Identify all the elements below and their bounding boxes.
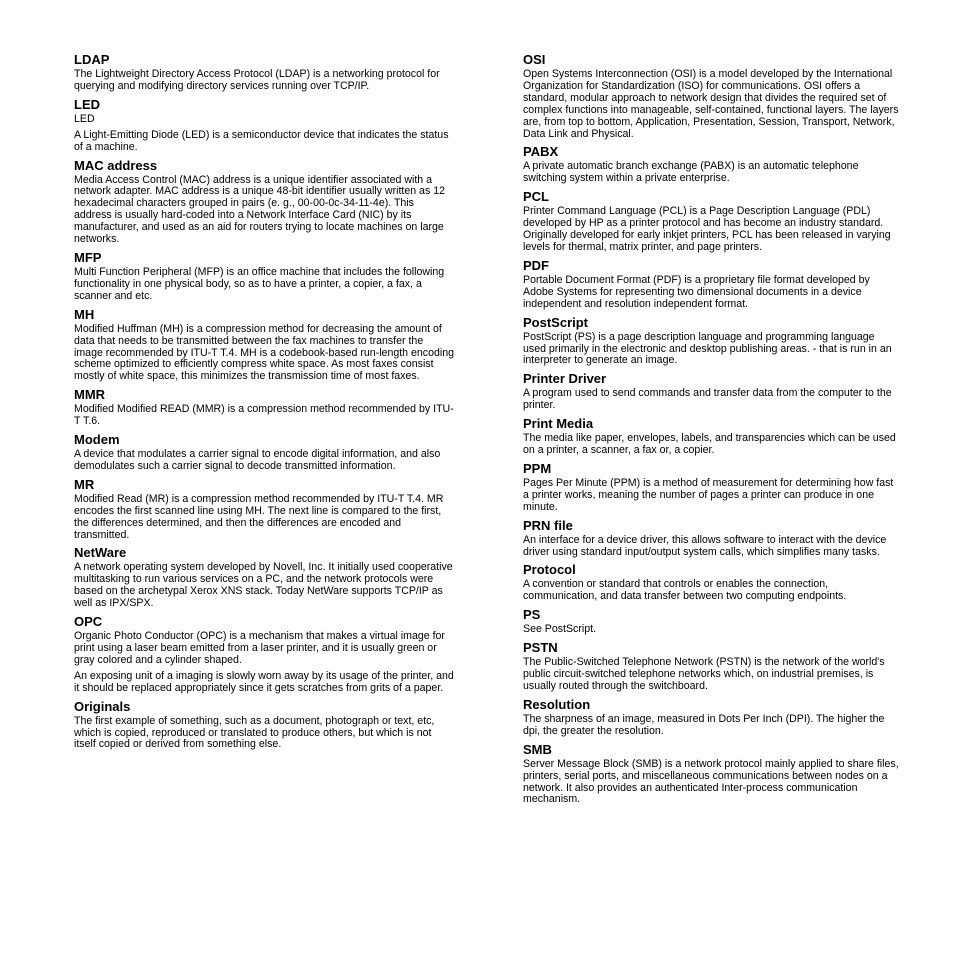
glossary-entry-mac-address	[74, 158, 454, 246]
glossary-term: OSI	[523, 52, 546, 67]
glossary-term: PABX	[523, 144, 559, 160]
glossary-definition: Modified Read (MR) is a compression method recommended by ITU-T T.4. MR encodes the first scanned line using MH. The next line is compared to the first, the differences determined, and then the differences are encoded and transmitted.	[74, 492, 444, 541]
glossary-definition: Multi Function Peripheral (MFP) is an office machine that includes the following functionality in one physical body, so as to have a printer, a copier, a fax, a scanner and etc.	[74, 265, 445, 302]
glossary-entry-ps	[523, 607, 899, 636]
glossary-entry-netware	[74, 545, 454, 610]
glossary-definition: An interface for a device driver, this allows software to interact with the device driver using standard input/output system calls, which simplifies many tasks.	[523, 533, 887, 558]
glossary-entry-modem	[74, 432, 454, 473]
glossary-term: SMB	[523, 741, 552, 757]
glossary-definition: The media like paper, envelopes, labels, and transparencies which can be used on a printer, a scanner, a fax or, a copier.	[523, 432, 896, 457]
glossary-entry-pabx	[523, 144, 899, 185]
glossary-definition: Organic Photo Conductor (OPC) is a mechanism that makes a virtual image for print using a laser beam emitted from a laser printer, and it is usually green or gray colored and a cylinder shaped.	[74, 630, 445, 666]
glossary-definition: A convention or standard that controls or enables the connection, communication, and data transfer between two computing endpoints.	[523, 578, 847, 603]
glossary-term: Printer Driver	[523, 371, 607, 387]
glossary-term: Print Media	[523, 416, 594, 432]
glossary-definition: A device that modulates a carrier signal to encode digital information, and also demodulates such a carrier signal to decode transmitted information.	[74, 448, 441, 472]
glossary-left-column	[74, 52, 454, 755]
glossary-definition: The sharpness of an image, measured in Dots Per Inch (DPI). The higher the dpi, the greater the resolution.	[523, 712, 885, 737]
glossary-term: PDF	[523, 257, 549, 273]
glossary-entry-protocol	[523, 562, 899, 603]
glossary-definition: Portable Document Format (PDF) is a proprietary file format developed by Adobe Systems for representing two dimensional documents in a device independent and resolution independent format.	[523, 273, 870, 310]
glossary-definition: Media Access Control (MAC) address is a unique identifier associated with a network adapter. MAC address is a unique 48-bit identifier usually written as 12 hexadecimal characters grouped in pairs (e. g., 00-00-0c-34-11-4e). This address is usually hard-coded into a Network Interface Card (NIC) by its manufacturer, and used as an aid for routers trying to locate machines on large networks.	[74, 173, 445, 246]
glossary-definition: LED	[74, 112, 95, 125]
glossary-term: OPC	[74, 614, 103, 630]
glossary-definition: PostScript (PS) is a page description language and programming language used primarily in the electronic and desktop publishing areas. - that is run in an interpreter to generate an image.	[523, 330, 892, 367]
glossary-entry-opc	[74, 614, 454, 695]
glossary-entry-osi	[523, 52, 899, 140]
glossary-definition: Modified Huffman (MH) is a compression method for decreasing the amount of data that needs to be transmitted between the fax machines to transfer the image recommended by ITU-T T.4. MH is a codebook-based run-length encoding scheme optimized to efficiently compress white space. As most faxes consist mostly of white space, this minimizes the transmission time of most faxes.	[74, 322, 455, 383]
glossary-definition: Open Systems Interconnection (OSI) is a model developed by the International Organization for Standardization (ISO) for communications. OSI offers a standard, modular approach to network design that divides the required set of complex functions into manageable, self-contained, functional layers. The layers are, from top to bottom, Application, Presentation, Session, Transport, Network, Data Link and Physical.	[523, 68, 899, 140]
glossary-entry-pstn	[523, 640, 899, 693]
glossary-term: PostScript	[523, 314, 589, 330]
glossary-term: Protocol	[523, 562, 576, 578]
glossary-entry-mmr	[74, 387, 454, 428]
glossary-entry-led	[74, 97, 454, 154]
glossary-entry-pcl	[523, 189, 899, 254]
glossary-term: MH	[74, 306, 95, 322]
glossary-entry-prn-file	[523, 518, 899, 559]
glossary-definition: Modified Modified READ (MMR) is a compression method recommended by ITU-T T.6.	[74, 403, 454, 428]
glossary-term: Resolution	[523, 696, 591, 712]
glossary-definition: Server Message Block (SMB) is a network protocol mainly applied to share files, printers, serial ports, and miscellaneous communications between nodes on a network. It also provides an authenticated Inter-process communication mechanism.	[523, 757, 899, 806]
glossary-entry-mfp	[74, 250, 454, 303]
glossary-term: NetWare	[74, 545, 127, 561]
glossary-entry-printer-driver	[523, 371, 899, 412]
glossary-term: LDAP	[74, 52, 110, 67]
glossary-definition: A network operating system developed by Novell, Inc. It initially used cooperative multitasking to run various services on a PC, and the network protocols were based on the archetypal Xerox XNS stack. Today NetWare supports TCP/IP as well as IPX/SPX.	[74, 561, 453, 610]
glossary-term: MR	[74, 476, 95, 492]
glossary-definition: The Public-Switched Telephone Network (PSTN) is the network of the world's public circuit-switched telephone networks which, on industrial premises, is usually routed through the switchboard.	[523, 656, 885, 692]
glossary-definition: An exposing unit of a imaging is slowly worn away by its usage of the printer, and it should be replaced appropriately since it gets scratches from grits of a paper.	[74, 669, 454, 694]
glossary-term: MMR	[74, 387, 106, 403]
glossary-definition: A Light-Emitting Diode (LED) is a semiconductor device that indicates the status of a machine.	[74, 128, 449, 153]
glossary-entry-print-media	[523, 416, 899, 457]
glossary-term: PRN file	[523, 517, 573, 533]
glossary-entry-originals	[74, 699, 454, 752]
glossary-definition: The first example of something, such as a document, photograph or text, etc, which is copied, reproduced or translated to produce others, but which is not itself copied or derived from something else.	[74, 714, 435, 751]
glossary-term: LED	[74, 96, 100, 112]
glossary-term: PSTN	[523, 640, 558, 656]
glossary-term: Modem	[74, 432, 120, 448]
glossary-entry-resolution	[523, 697, 899, 738]
glossary-definition: A program used to send commands and transfer data from the computer to the printer.	[523, 387, 892, 412]
glossary-term: PCL	[523, 189, 549, 205]
glossary-definition: Printer Command Language (PCL) is a Page Description Language (PDL) developed by HP as a printer protocol and has become an industry standard. Originally developed for early inkjet printers, PCL has been released in varying levels for thermal, matrix printer, and page printers.	[523, 205, 891, 253]
glossary-term: Originals	[74, 698, 131, 714]
glossary-entry-pdf	[523, 258, 899, 311]
glossary-definition: A private automatic branch exchange (PABX) is an automatic telephone switching system within a private enterprise.	[523, 160, 859, 185]
glossary-entry-smb	[523, 742, 899, 807]
glossary-definition: See PostScript.	[523, 623, 597, 636]
glossary-entry-mh	[74, 307, 454, 384]
glossary-entry-ppm	[523, 461, 899, 514]
glossary-definition: Pages Per Minute (PPM) is a method of measurement for determining how fast a printer works, meaning the number of pages a printer can produce in one minute.	[523, 476, 894, 513]
glossary-entry-ldap	[74, 52, 454, 93]
glossary-right-column	[523, 52, 899, 810]
glossary-entry-postscript	[523, 315, 899, 368]
glossary-definition: The Lightweight Directory Access Protocol (LDAP) is a networking protocol for querying and modifying directory services running over TCP/IP.	[74, 68, 440, 92]
glossary-term: PPM	[523, 460, 552, 476]
glossary-entry-mr	[74, 477, 454, 542]
glossary-term: MAC address	[74, 157, 158, 173]
glossary-term: PS	[523, 607, 541, 623]
glossary-term: MFP	[74, 249, 102, 265]
